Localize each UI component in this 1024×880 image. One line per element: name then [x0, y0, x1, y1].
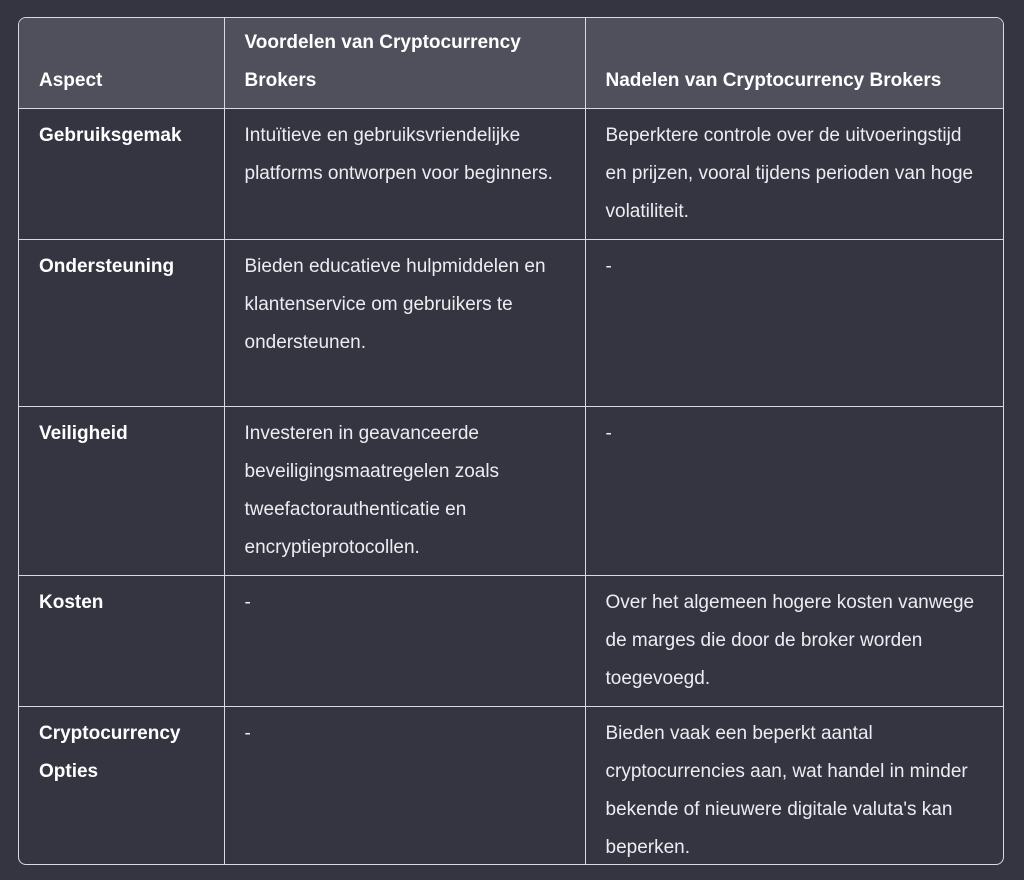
cell-aspect: Ondersteuning: [19, 239, 224, 406]
table-row: [19, 406, 1004, 575]
cell-aspect: Gebruiksgemak: [19, 108, 224, 239]
comparison-table: [19, 18, 1004, 865]
cell-pros: -: [224, 575, 585, 706]
cell-cons: Bieden vaak een beperkt aantal cryptocurrencies aan, wat handel in minder bekende of nieuwere digitale valuta's kan beperken.: [605, 722, 968, 858]
comparison-table-container: [18, 17, 1004, 865]
cell-pros: -: [224, 706, 585, 865]
table-row: [19, 706, 1004, 865]
table-row: [19, 575, 1004, 706]
header-cons: Nadelen van Cryptocurrency Brokers: [585, 18, 1004, 108]
cell-aspect: Veiligheid: [19, 406, 224, 575]
header-aspect: Aspect: [19, 18, 224, 108]
cell-cons: Over het algemeen hogere kosten vanwege de marges die door de broker worden toegevoegd.: [585, 575, 1004, 706]
cell-aspect: Kosten: [19, 575, 224, 706]
cell-cons: -: [585, 406, 1004, 575]
cell-cons: -: [585, 239, 1004, 406]
header-pros: Voordelen van Cryptocurrency Brokers: [224, 18, 585, 108]
table-row: [19, 108, 1004, 239]
cell-pros: Intuïtieve en gebruiksvriendelijke platforms ontworpen voor beginners.: [224, 108, 585, 239]
cell-pros: Bieden educatieve hulpmiddelen en klantenservice om gebruikers te ondersteunen.: [224, 239, 585, 406]
table-row: [19, 239, 1004, 406]
cell-pros: Investeren in geavanceerde beveiligingsmaatregelen zoals tweefactorauthenticatie en encryptieprotocollen.: [224, 406, 585, 575]
cell-aspect: Cryptocurrency Opties: [19, 706, 224, 865]
table-header-row: [19, 18, 1004, 108]
cell-cons: Beperktere controle over de uitvoeringstijd en prijzen, vooral tijdens perioden van hoge volatiliteit.: [585, 108, 1004, 239]
